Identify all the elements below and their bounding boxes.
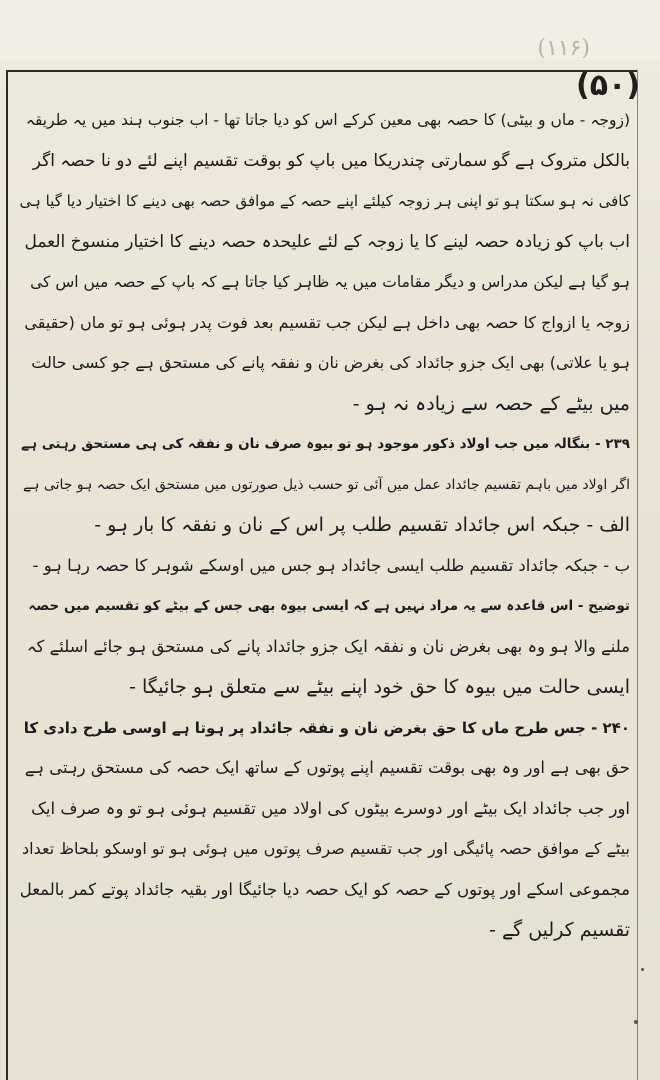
section-heading-239: ۲۳۹ - بنگالہ میں جب اولاد ذکور موجود ہو تو بیوہ صرف نان و نفقہ کی ہی مستحق رہتی ہے — [21, 436, 630, 452]
clause-alif: الف - جبکہ اس جائداد تقسیم طلب پر اس کے نان و نفقہ کا بار ہو - — [94, 514, 630, 536]
frame-right-rule — [637, 70, 638, 1080]
text-line: کافی نہ ہو سکتا ہو تو اپنی ہر زوجہ کیلئے اپنے حصہ کے موافق حصہ بھی دینے کا اختیار دیا گیا ہی — [19, 192, 630, 210]
text-line: حق بھی ہے اور وہ بھی بوقت تقسیم اپنے پوتوں کے ساتھ ایک حصہ کی مستحق رہتی ہے — [24, 758, 630, 777]
text-line: زوجہ یا ازواج کا حصہ بھی داخل ہے لیکن جب تقسیم بعد فوت پدر ہوئی ہو تو ماں (حقیقی — [24, 312, 630, 332]
document-body — [16, 100, 630, 951]
text-line: تقسیم کرلیں گے - — [489, 919, 630, 941]
frame-top-rule — [6, 70, 638, 72]
frame-left-rule — [6, 70, 8, 1080]
paper-speck — [634, 1020, 638, 1024]
paper-speck — [641, 968, 644, 971]
text-line: اب باپ کو زیادہ حصہ لینے کا یا زوجہ کے لئے علیحدہ حصہ دینے کا اختیار منسوخ العمل — [24, 231, 630, 252]
text-line: ایسی حالت میں بیوہ کا حق خود اپنے بیٹے سے متعلق ہو جائیگا - — [129, 676, 630, 698]
text-line: اور جب جائداد ایک بیٹے اور دوسرے بیٹوں کی اولاد میں تقسیم ہوئی ہو تو وہ صرف ایک — [31, 798, 630, 818]
text-line: ملنے والا ہو وہ بھی بغرض نان و نفقہ ایک جزو جائداد پانے کی مستحق ہو جائے اسلئے کہ — [26, 636, 630, 656]
text-line: مجموعی اسکے اور پوتوں کے حصہ کو ایک حصہ دیا جائیگا اور بقیہ جائداد پوتے کمر بالمعل — [19, 879, 630, 899]
page-number: (۵۰) — [576, 68, 641, 103]
section-heading-240: ۲۴۰ - جس طرح ماں کا حق بغرض نان و نفقہ جائداد پر ہوتا ہے اوسی طرح دادی کا — [23, 718, 630, 737]
text-line: میں بیٹے کے حصہ سے زیادہ نہ ہو - — [352, 392, 630, 415]
top-margin-strip — [0, 0, 660, 60]
text-line: بالکل متروک ہے گو سمارتی چندریکا میں باپ کو بوقت تقسیم اپنے لئے دو نا حصہ اگر — [32, 150, 630, 171]
text-line: ہو گیا ہے لیکن مدراس و دیگر مقامات میں یہ ظاہر کیا جاتا ہے کہ باپ کے حصہ میں اس کی — [30, 273, 630, 291]
text-line: بیٹے کے موافق حصہ پائیگی اور جب تقسیم صرف پوتوں میں ہوئی ہو تو اوسکو بلحاظ تعداد — [22, 839, 630, 858]
clause-be: ب - جبکہ جائداد تقسیم طلب ایسی جائداد ہو جس میں اوسکے شوہر کا حصہ رہا ہو - — [32, 555, 630, 575]
explanation-heading: توضیح - اس قاعدہ سے یہ مراد نہیں ہے کہ ایسی بیوہ بھی جس کے بیٹے کو تقسیم میں حصہ — [28, 598, 630, 614]
text-line: ہو یا علاتی) بھی ایک جزو جائداد کی بغرض نان و نفقہ پانے کی مستحق ہے جو کسی حالت — [31, 353, 630, 372]
text-line: (زوجہ - ماں و بیٹی) کا حصہ بھی معین کرکے اس کو دیا جاتا تھا - اب جنوب ہند میں یہ طریقہ — [25, 111, 630, 129]
faded-page-number: (۱۱۶) — [537, 36, 590, 61]
text-line: اگر اولاد میں باہم تقسیم جائداد عمل میں آئی تو حسب ذیل صورتوں میں مستحق ایک حصہ ہو جاتی ہے — [23, 476, 630, 493]
